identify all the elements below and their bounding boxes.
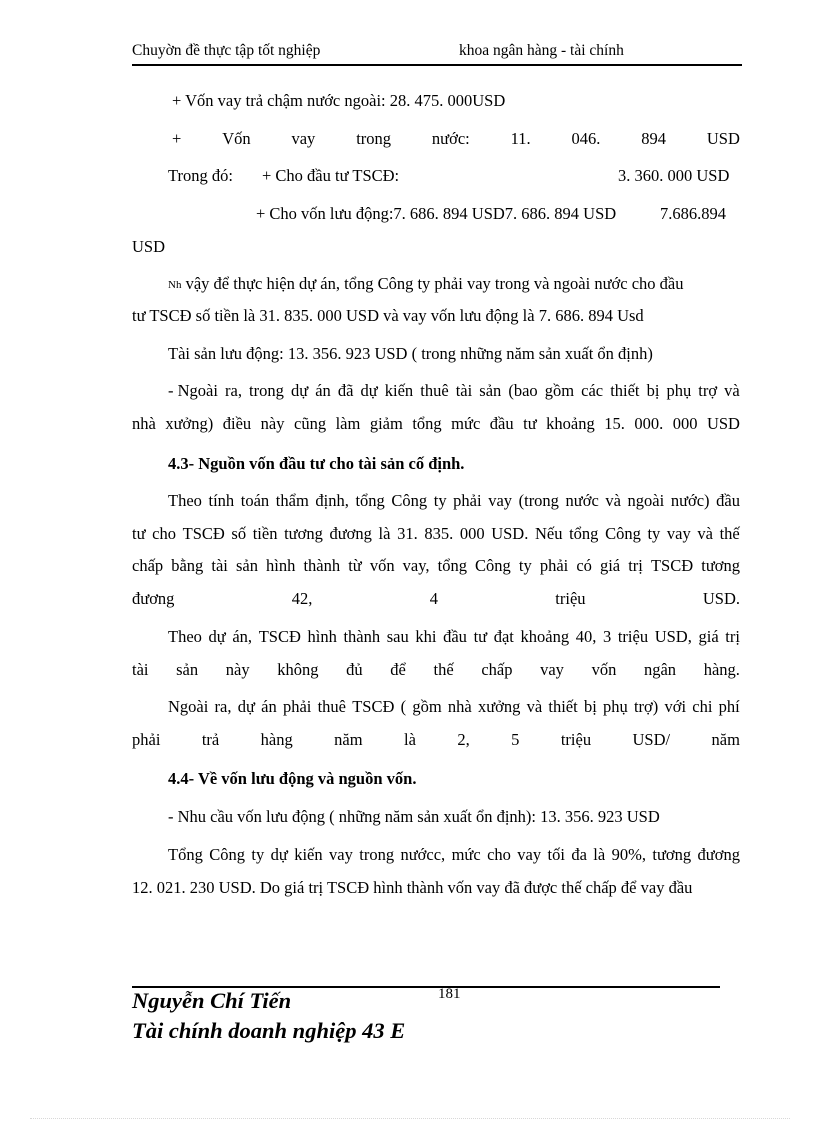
line-10-word: điều [222,414,252,433]
line-15-word: 40, [575,627,597,646]
line-2-word: vay [291,129,316,148]
line-2-word: 11. [510,129,531,148]
line-16-word: này [225,660,250,679]
line-9-word: phụ [666,381,692,400]
line-18-word: hàng [260,730,293,749]
line-4-amount: 7.686.894 [660,204,726,223]
line-10 [132,413,740,435]
line-11-word: phải [453,491,482,510]
line-20-word: trong [359,845,395,864]
line-20-word: tối [547,845,565,864]
line-15-word: thành [343,627,381,646]
line-12-word: Công [605,524,641,543]
line-9-word: các [581,381,604,400]
line-2-word: + [172,129,182,148]
line-10-word: làm [335,414,361,433]
line-15-word: dự [208,627,226,646]
line-20-word: nướcc, [400,845,446,864]
line-2-word: 046. [571,129,601,148]
line-17-word: với [664,697,687,716]
line-9 [168,380,740,402]
line-13-word: bằng [171,556,204,575]
line-17-word: thuê [317,697,346,716]
line-20-word: Công [209,845,245,864]
line-14-word: triệu [555,589,586,608]
line-16-word: ngân [643,660,677,679]
line-12-word: 835. [424,524,454,543]
line-9-word: thuê [420,381,449,400]
line-15-word: TSCĐ [258,627,301,646]
line-9-word: án [315,381,331,400]
line-2-word: nước: [431,129,470,148]
line-17-word: nhà [447,697,472,716]
line-15-word: án, [232,627,253,646]
line-3-item: + Cho đầu tư TSCĐ: [262,166,400,185]
line-15-word: sau [386,627,409,646]
line-13-word: vốn [369,556,395,575]
line-20-word: dự [270,845,288,864]
line-16-word: chấp [481,660,513,679]
line-12-word: tiền [252,524,278,543]
line-10-word: 000 [672,414,698,433]
line-20 [168,844,740,866]
line-11-word: vay [488,491,513,510]
line-19: - Nhu cầu vốn lưu động ( những năm sản xuất ổn định): 13. 356. 923 USD [168,807,660,826]
line-11-word: thẩm [275,491,309,510]
line-9-word: tài [455,381,473,400]
page-number: 181 [438,986,461,1002]
line-11-word: ngoài [627,491,665,510]
line-14-word: USD. [702,589,740,608]
line-17-word: ( [400,697,407,716]
line-17-word: ra, [214,697,232,716]
line-13-word: tương [701,556,740,575]
line-15-word: khoảng [520,627,570,646]
line-12-word: tổng [569,524,599,543]
line-9-word: - Ngoài [168,381,218,400]
line-15-word: giá [698,627,719,646]
line-12-word: Nếu [534,524,563,543]
line-3-amount: 3. 360. 000 USD [618,166,730,185]
line-13-word: sản [235,556,258,575]
line-21: 12. 021. 230 USD. Do giá trị TSCĐ hình thành vốn vay đã được thế chấp để vay đầu [132,878,693,897]
line-17-word: trợ) [633,697,659,716]
line-13-word: giá [599,556,621,575]
line-20-word: 90%, [611,845,646,864]
line-20-word: là [593,845,606,864]
line-9-word: ra, [225,381,242,400]
line-12-word: cho [152,524,176,543]
line-13-word: Công [475,556,511,575]
line-6-text: vậy để thực hiện dự án, tổng Công ty phải vay trong và ngoài nước cho đầu [185,274,684,293]
line-15-word: đạt [493,627,514,646]
line-13-word: từ [348,556,362,575]
line-20-word: ty [251,845,265,864]
line-2-word: USD [706,129,740,148]
line-17-word: và [526,697,543,716]
line-18-word: triệu [560,730,592,749]
line-20-word: đa [571,845,587,864]
line-13-word: phải [539,556,569,575]
line-12-word: số [231,524,247,543]
line-9-word: (bao [508,381,538,400]
line-18 [132,729,740,751]
line-17-word: phải [282,697,312,716]
line-13-word: hình [266,556,296,575]
line-12-word: thế [719,524,740,543]
line-17-word: phí [718,697,740,716]
line-9-word: và [724,381,740,400]
line-11-word: Công [391,491,428,510]
line-17 [168,696,740,718]
line-13-word: TSCĐ [650,556,694,575]
line-4-item: + Cho vốn lưu động:7. 686. 894 USD7. 686. 894 USD [256,204,617,223]
line-12 [132,523,740,545]
line-16-word: để [390,660,406,679]
line-10-word: xưởng) [165,414,214,433]
line-9-word: dự [360,381,378,400]
line-11-word: tổng [355,491,385,510]
line-11-word: đầu [716,491,740,510]
line-13-word: tổng [437,556,467,575]
line-18-word: trả [201,730,220,749]
line-12-word: USD. [491,524,529,543]
line-20-word: Tổng [168,845,203,864]
line-2-word: trong [356,129,392,148]
line-17-word: dự [237,697,255,716]
page-edge-dotted-line [30,1118,790,1119]
line-9-word: gồm [544,381,575,400]
line-17-word: xưởng [477,697,521,716]
heading-4-4: 4.4- Về vốn lưu động và nguồn vốn. [168,769,417,788]
line-10-word: USD [706,414,740,433]
line-12-word: 000 [459,524,485,543]
line-18-word: là [404,730,416,749]
line-13-word: ty [518,556,532,575]
line-13-word: có [576,556,592,575]
line-12-word: tư [132,524,146,543]
line-12-word: ty [647,524,661,543]
line-11-word: ty [433,491,447,510]
footer-class: Tài chính doanh nghiệp 43 E [132,1018,406,1043]
line-14-word: đương [132,589,175,608]
line-10-word: mức [451,414,481,433]
line-15-word: USD, [654,627,692,646]
line-11-word: và [605,491,621,510]
line-15-word: trị [725,627,740,646]
line-13-word: chấp [132,556,164,575]
line-15-word: 3 [602,627,612,646]
line-15-word: tư [473,627,488,646]
line-12-word: tương [284,524,323,543]
footer-author: Nguyễn Chí Tiến [132,988,292,1013]
line-20-word: cho [487,845,511,864]
line-18-word: 5 [511,730,520,749]
line-10-word: khoảng [546,414,595,433]
line-9-word: dự [290,381,309,400]
line-11-word: định, [315,491,349,510]
line-12-word: là [378,524,391,543]
line-16-word: tài [132,660,149,679]
line-12-word: 31. [397,524,418,543]
line-10-word: cũng [294,414,327,433]
line-15-word: đầu [443,627,467,646]
line-11-word: toán [240,491,270,510]
line-6 [168,273,683,296]
line-16-word: vay [540,660,564,679]
line-12-word: TSCĐ [182,524,225,543]
line-15-word: triệu [617,627,649,646]
line-11-word: (trong [518,491,559,510]
line-9-word: đã [337,381,354,400]
header-rule [132,64,742,66]
line-16-word: hàng. [703,660,740,679]
line-18-word: năm [334,730,363,749]
line-16 [132,659,740,681]
line-16-word: không [277,660,319,679]
line-10-word: 15. [604,414,625,433]
line-20-word: kiến [294,845,323,864]
line-16-word: thế [433,660,454,679]
line-9-word: bị [646,381,660,400]
line-16-word: đủ [346,660,363,679]
line-20-word: mức [451,845,481,864]
line-17-word: thiết [548,697,578,716]
line-18-word: USD/ [632,730,671,749]
line-9-word: sản [479,381,502,400]
line-17-word: Ngoài [168,697,209,716]
line-17-word: phụ [603,697,628,716]
line-11 [168,490,740,512]
header-right: khoa ngân hàng - tài chính [459,42,624,59]
line-20-word: vay [517,845,542,864]
line-9-word: trong [249,381,284,400]
line-11-word: tính [208,491,235,510]
line-14-word: 4 [429,589,438,608]
line-11-word: Theo [168,491,202,510]
line-13-word: tài [211,556,228,575]
line-12-word: và [697,524,713,543]
line-9-word: thiết [610,381,640,400]
line-1: + Vốn vay trả chậm nước ngoài: 28. 475. 000USD [172,91,506,110]
line-13-word: thành [303,556,341,575]
line-10-word: đầu [489,414,514,433]
line-15-word: Theo [168,627,202,646]
line-15 [168,626,740,648]
line-15-word: hình [307,627,337,646]
line-17-word: TSCĐ [352,697,395,716]
line-18-word: 2, [457,730,470,749]
line-7: tư TSCĐ số tiền là 31. 835. 000 USD và vay vốn lưu động là 7. 686. 894 Usd [132,306,644,325]
line-5: USD [132,237,166,256]
line-10-word: nhà [132,414,156,433]
line-17-word: gồm [412,697,442,716]
line-20-word: vay [329,845,353,864]
line-20-word: tương [652,845,692,864]
line-16-word: vốn [591,660,617,679]
line-17-word: án [261,697,277,716]
line-20-word: đương [697,845,740,864]
line-9-word: kiến [384,381,414,400]
line-6-prefix: Nh [168,279,182,291]
line-13 [132,555,740,577]
line-13-word: trị [628,556,643,575]
line-10-word: tư [523,414,537,433]
heading-4-3: 4.3- Nguồn vốn đầu tư cho tài sản cố định. [168,454,465,473]
line-15-word: khi [415,627,437,646]
line-3-label: Trong đó: [168,166,233,185]
line-14 [132,588,740,610]
line-13-word: vay, [402,556,430,575]
line-16-word: sản [176,660,199,679]
line-9-word: trợ [698,381,718,400]
page-header [132,42,742,64]
line-2-word: Vốn [222,129,251,148]
line-10-word: 000. [634,414,664,433]
line-10-word: tổng [412,414,442,433]
line-10-word: này [260,414,285,433]
line-17-word: chi [692,697,713,716]
line-17-word: bị [583,697,597,716]
line-12-word: đương [329,524,372,543]
line-11-word: nước [565,491,599,510]
line-11-word: nước) [670,491,710,510]
line-2 [172,128,740,150]
line-2-word: 894 [641,129,666,148]
line-10-word: giảm [369,414,403,433]
line-18-word: năm [711,730,740,749]
line-18-word: phải [132,730,161,749]
line-12-word: vay [666,524,691,543]
line-14-word: 42, [291,589,313,608]
line-8: Tài sản lưu động: 13. 356. 923 USD ( trong những năm sản xuất ổn định) [168,344,653,363]
header-left: Chuyờn đề thực tập tốt nghiệp [132,42,321,59]
